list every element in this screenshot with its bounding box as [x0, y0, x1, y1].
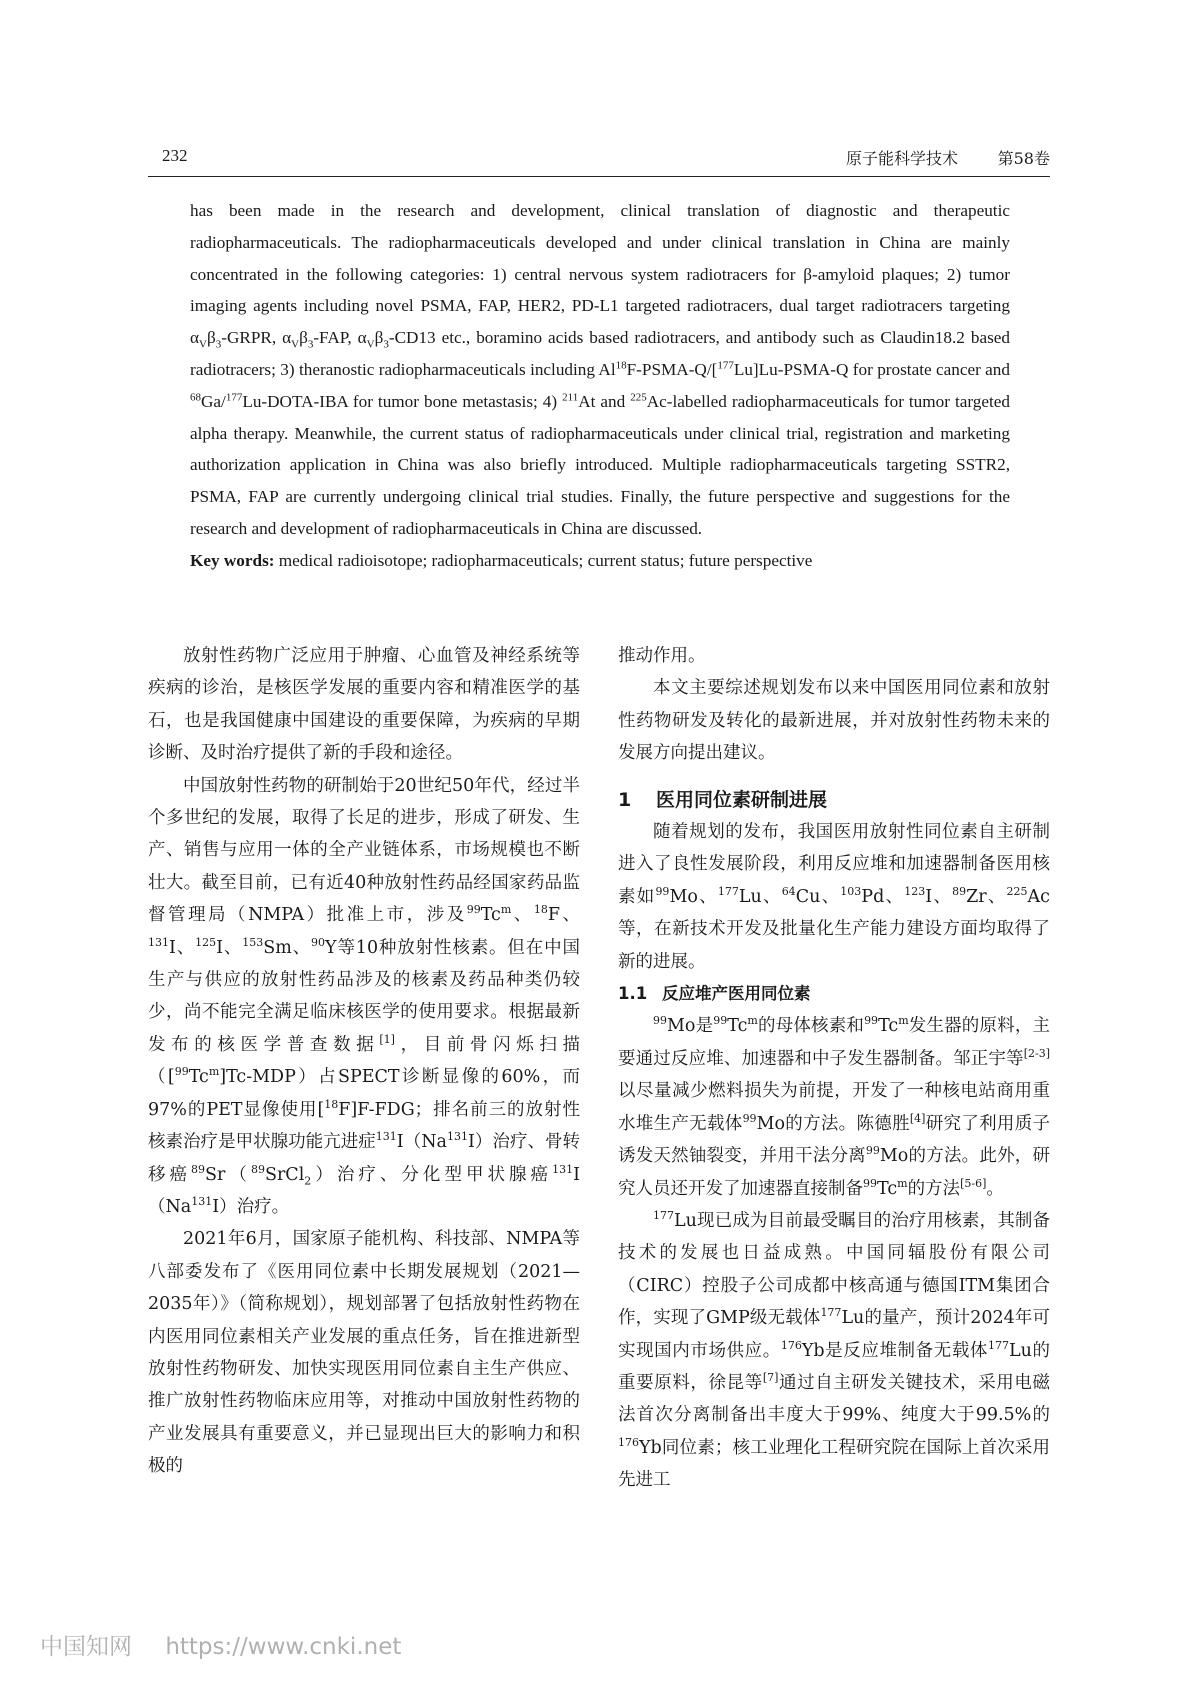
- citation[interactable]: [5-6]: [960, 1176, 987, 1190]
- citation[interactable]: [4]: [909, 1111, 926, 1125]
- paragraph-scope: 本文主要综述规划发布以来中国医用同位素和放射性药物研发及转化的最新进展，并对放射性药物未来的发展方向提出建议。: [618, 678, 1050, 764]
- site-url[interactable]: https://www.cnki.net: [165, 1634, 402, 1660]
- volume-label: 第58卷: [997, 149, 1050, 168]
- watermark-footer: [40, 1628, 401, 1661]
- page-number: 232: [162, 146, 188, 165]
- citation[interactable]: [2-3]: [1023, 1047, 1050, 1061]
- site-name: 中国知网: [40, 1634, 132, 1660]
- left-column: [148, 640, 580, 1483]
- paragraph-mo99: $^{99}$Mo是$^{99}$Tc$^m$的母体核素和$^{99}$Tc$^m$发生器的原料，主要通过反应堆、加速器和中子发生器制备。邹正宇等[2-3]以尽量减少燃料损失为前提，开发了一种核电站商用重水堆生产无载体$^{99}$Mo的方法。陈德胜[4]研究了利用质子诱发天然铀裂变，并用干法分离$^{99}$Mo的方法。此外，研究人员还开发了加速器直接制备$^{99}$Tc$^m$的方法[5-6]。: [618, 1014, 1051, 1199]
- keywords: Key words: medical radioisotope; radiopharmaceuticals; current status; future perspective: [190, 550, 813, 570]
- citation[interactable]: [1]: [379, 1033, 395, 1047]
- paragraph-history: 中国放射性药物的研制始于20世纪50年代，经过半个多世纪的发展，取得了长足的进步，形成了研发、生产、销售与应用一体的全产业链体系，市场规模也不断壮大。截至目前，已有近40种放射性药品经国家药品监督管理局（NMPA）批准上市，涉及$^{99}$Tc$^m$、$^{18}$F、$^{131}$I、$^{125}$I、$^{153}$Sm、$^{90}$Y等10种放射性核素。但在中国生产与供应的放射性药品涉及的核素及药品种类仍较少，尚不能完全满足临床核医学的使用要求。根据最新发布的核医学普查数据[1]，目前骨闪烁扫描（[$^{99}$Tc$^m$]Tc-MDP）占SPECT诊断显像的60%，而97%的PET显像使用[$^{18}$F]F-FDG；排名前三的放射性核素治疗是甲状腺功能亢进症$^{131}$I（Na$^{131}$I）治疗、骨转移癌$^{89}$Sr（$^{89}$SrCl$_2$）治疗、分化型甲状腺癌$^{131}$I（Na$^{131}$I）治疗。: [148, 775, 581, 1217]
- english-abstract: [190, 195, 1010, 577]
- paragraph-section1: 随着规划的发布，我国医用放射性同位素自主研制进入了良性发展阶段，利用反应堆和加速器制备医用核素如$^{99}$Mo、$^{177}$Lu、$^{64}$Cu、$^{103}$Pd、$^{123}$I、$^{89}$Zr、$^{225}$Ac等，在新技术开发及批量化生产能力建设方面均取得了新的进展。: [618, 822, 1050, 972]
- paragraph-lu177: $^{177}$Lu现已成为目前最受瞩目的治疗用核素，其制备技术的发展也日益成熟。中国同辐股份有限公司（CIRC）控股子公司成都中核高通与德国ITM集团合作，实现了GMP级无载体$^{177}$Lu的量产，预计2024年可实现国内市场供应。$^{176}$Yb是反应堆制备无载体$^{177}$Lu的重要原料，徐昆等[7]通过自主研发关键技术，采用电磁法首次分离制备出丰度大于99%、纯度大于99.5%的$^{176}$Yb同位素；核工业理化工程研究院在国际上首次采用先进工: [618, 1209, 1051, 1491]
- section-heading: 1 医用同位素研制进展: [618, 788, 828, 811]
- citation[interactable]: [7]: [762, 1371, 779, 1385]
- paragraph-intro: 放射性药物广泛应用于肿瘤、心血管及神经系统等疾病的诊治，是核医学发展的重要内容和精准医学的基石，也是我国健康中国建设的重要保障，为疾病的早期诊断、及时治疗提供了新的手段和途径。: [148, 646, 580, 764]
- keywords-label: Key words:: [190, 550, 275, 570]
- journal-name: 原子能科学技术: [845, 149, 958, 168]
- paragraph-continued: 推动作用。: [618, 646, 706, 666]
- paragraph-plan: 2021年6月，国家原子能机构、科技部、NMPA等八部委发布了《医用同位素中长期发展规划（2021—2035年）》（简称规划），规划部署了包括放射性药物在内医用同位素相关产业发展的重点任务，旨在推进新型放射性药物研发、加快实现医用同位素自主生产供应、推广放射性药物临床应用等，对推动中国放射性药物的产业发展具有重要意义，并已显现出巨大的影响力和积极的: [148, 1229, 580, 1477]
- abstract-text: has been made in the research and development, clinical translation of diagnostic and therapeutic radiopharmaceuticals. The radiopharmaceuticals developed and under clinical translation in China are mainly concentrated in the following categories: 1) central nervous system radiotracers for β-amyloid plaques; 2) tumor imaging agents including novel PSMA, FAP, HER2, PD-L1 targeted radiotracers, dual target radiotracers targeting $\alpha_V\beta_3$-GRPR, $\alpha_V\beta_3$-FAP, $\alpha_V\beta_3-CD13$ etc., boramino acids based radiotracers, and antibody such as Claudin18.2 based radiotracers; 3) theranostic radiopharmaceuticals including Al$^{18}$F-PSMA-Q/[$^{177}$Lu]Lu-PSMA-Q for prostate cancer and $^{68}$Ga/$^{177}$Lu-DOTA-IBA for tumor bone metastasis; 4) $^{211}$At and $^{225}$Ac-labelled radiopharmaceuticals for tumor targeted alpha therapy. Meanwhile, the current status of radiopharmaceuticals under clinical trial, registration and marketing authorization application in China was also briefly introduced. Multiple radiopharmaceuticals targeting SSTR2, PSMA, FAP are currently undergoing clinical trial studies. Finally, the future perspective and suggestions for the research and development of radiopharmaceuticals in China are discussed.: [190, 201, 1011, 538]
- subsection-heading: 1.1 反应堆产医用同位素: [618, 984, 811, 1004]
- running-header: [148, 142, 1050, 177]
- right-column: [618, 640, 1050, 1497]
